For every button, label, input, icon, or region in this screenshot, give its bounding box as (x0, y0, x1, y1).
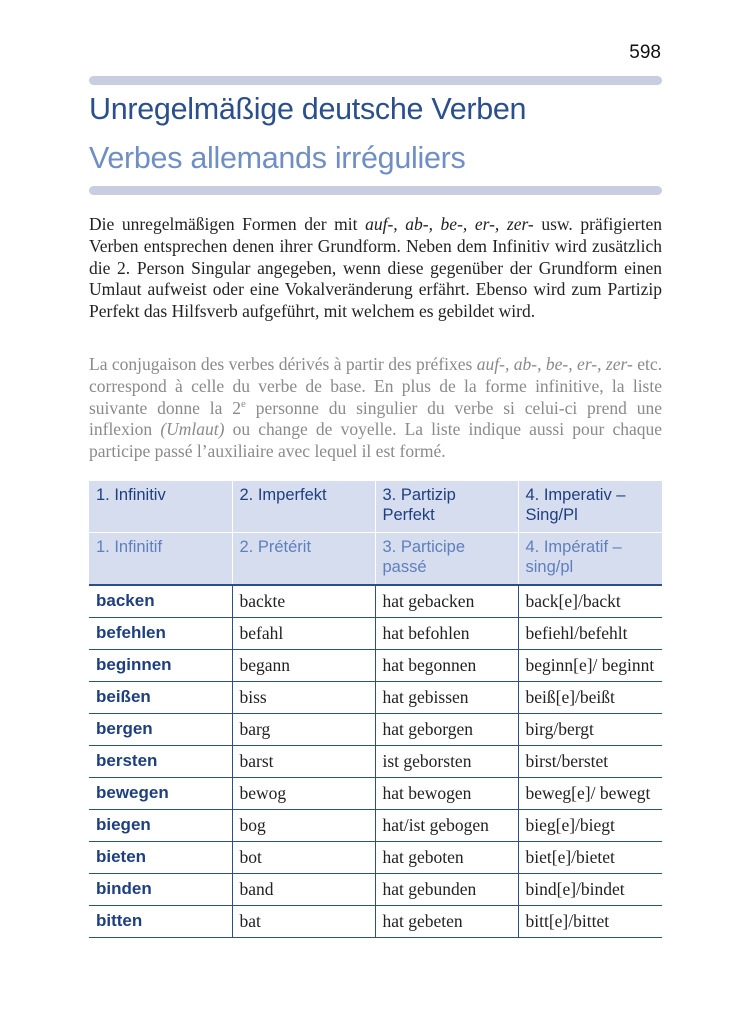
intro-french (89, 354, 662, 463)
intro-german-text-before: Die unregelmäßigen Formen der mit (89, 214, 366, 234)
cell-participle: hat gebissen (375, 682, 518, 714)
intro-french-text-middle: etc. correspond à celle du verbe de base. En plus de la forme infinitive, la liste suivante donne la 2 (89, 354, 662, 418)
table-row (89, 585, 662, 618)
cell-participle: hat gebunden (375, 874, 518, 906)
cell-imperfect: barg (232, 714, 375, 746)
table-row (89, 714, 662, 746)
cell-imperfect: bewog (232, 778, 375, 810)
header-de-imperative: 4. Imperativ – Sing/Pl (518, 481, 662, 533)
cell-imperative: beiß[e]/beißt (518, 682, 662, 714)
cell-imperfect: bot (232, 842, 375, 874)
top-decorative-bar (89, 76, 662, 85)
cell-participle: hat befohlen (375, 618, 518, 650)
cell-infinitive: bergen (89, 714, 232, 746)
cell-imperfect: biss (232, 682, 375, 714)
cell-imperative: befiehl/befehlt (518, 618, 662, 650)
page-title-german: Unregelmäßige deutsche Verben (89, 92, 527, 126)
cell-participle: hat gebacken (375, 585, 518, 618)
header-de-participle: 3. Partizip Perfekt (375, 481, 518, 533)
table-row (89, 618, 662, 650)
cell-participle: hat begonnen (375, 650, 518, 682)
cell-imperfect: band (232, 874, 375, 906)
cell-participle: hat bewogen (375, 778, 518, 810)
cell-imperfect: befahl (232, 618, 375, 650)
page-number: 598 (629, 42, 661, 63)
intro-german (89, 214, 662, 323)
intro-french-text-middle2: personne du singulier du verbe si celui-ci prend une inflexion (89, 397, 662, 440)
cell-imperfect: backte (232, 585, 375, 618)
table-row (89, 778, 662, 810)
table-row (89, 842, 662, 874)
cell-infinitive: binden (89, 874, 232, 906)
bottom-decorative-bar (89, 186, 662, 195)
cell-infinitive: backen (89, 585, 232, 618)
intro-french-text-before: La conjugaison des verbes dérivés à partir des préfixes (89, 354, 477, 374)
cell-imperative: bieg[e]/biegt (518, 810, 662, 842)
cell-participle: hat gebeten (375, 906, 518, 938)
table-row (89, 874, 662, 906)
cell-infinitive: bieten (89, 842, 232, 874)
cell-imperfect: bog (232, 810, 375, 842)
cell-imperative: beginn[e]/ beginnt (518, 650, 662, 682)
verb-table (89, 481, 662, 938)
cell-participle: hat geborgen (375, 714, 518, 746)
cell-infinitive: befehlen (89, 618, 232, 650)
cell-imperfect: bat (232, 906, 375, 938)
intro-french-text-after: ou change de voyelle. La liste indique aussi pour chaque participe passé l’auxiliaire avec lequel il est formé. (89, 419, 663, 462)
table-row (89, 682, 662, 714)
cell-imperative: beweg[e]/ bewegt (518, 778, 662, 810)
cell-imperative: bitt[e]/bittet (518, 906, 662, 938)
cell-participle: ist geborsten (375, 746, 518, 778)
cell-infinitive: bitten (89, 906, 232, 938)
cell-infinitive: beißen (89, 682, 232, 714)
cell-imperative: bind[e]/bindet (518, 874, 662, 906)
cell-imperfect: begann (232, 650, 375, 682)
header-fr-preterite: 2. Prétérit (232, 533, 375, 586)
cell-imperative: biet[e]/bietet (518, 842, 662, 874)
cell-imperative: birg/bergt (518, 714, 662, 746)
table-row (89, 650, 662, 682)
table-row (89, 746, 662, 778)
cell-infinitive: biegen (89, 810, 232, 842)
header-de-imperfect: 2. Imperfekt (232, 481, 375, 533)
cell-participle: hat/ist gebogen (375, 810, 518, 842)
header-fr-participle: 3. Participe passé (375, 533, 518, 586)
intro-french-term: (Umlaut) (160, 419, 225, 440)
cell-infinitive: bersten (89, 746, 232, 778)
cell-infinitive: bewegen (89, 778, 232, 810)
intro-french-superscript: e (241, 397, 246, 410)
cell-participle: hat geboten (375, 842, 518, 874)
intro-german-prefixes: auf-, ab-, be-, er-, zer- (365, 214, 534, 234)
table-header-row-german (89, 481, 662, 533)
table-header-row-french (89, 533, 662, 586)
table-row (89, 906, 662, 938)
page-title-french: Verbes allemands irréguliers (89, 141, 466, 175)
header-de-infinitive: 1. Infinitiv (89, 481, 232, 533)
intro-french-prefixes: auf-, ab-, be-, er-, zer- (476, 354, 633, 374)
cell-imperative: birst/berstet (518, 746, 662, 778)
cell-imperative: back[e]/backt (518, 585, 662, 618)
cell-infinitive: beginnen (89, 650, 232, 682)
header-fr-infinitive: 1. Infinitif (89, 533, 232, 586)
intro-german-text-after: usw. präfigierten Verben entsprechen denen ihrer Grundform. Neben dem Infinitiv wird zusätzlich die 2. Person Singular angegeben, wenn diese gegenüber der Grundform einen Umlaut aufweist oder eine Vokalveränderung erfährt. Ebenso wird zum Partizip Perfekt das Hilfsverb aufgeführt, mit welchem es gebildet wird. (89, 214, 662, 322)
header-fr-imperative: 4. Impératif – sing/pl (518, 533, 662, 586)
cell-imperfect: barst (232, 746, 375, 778)
table-row (89, 810, 662, 842)
